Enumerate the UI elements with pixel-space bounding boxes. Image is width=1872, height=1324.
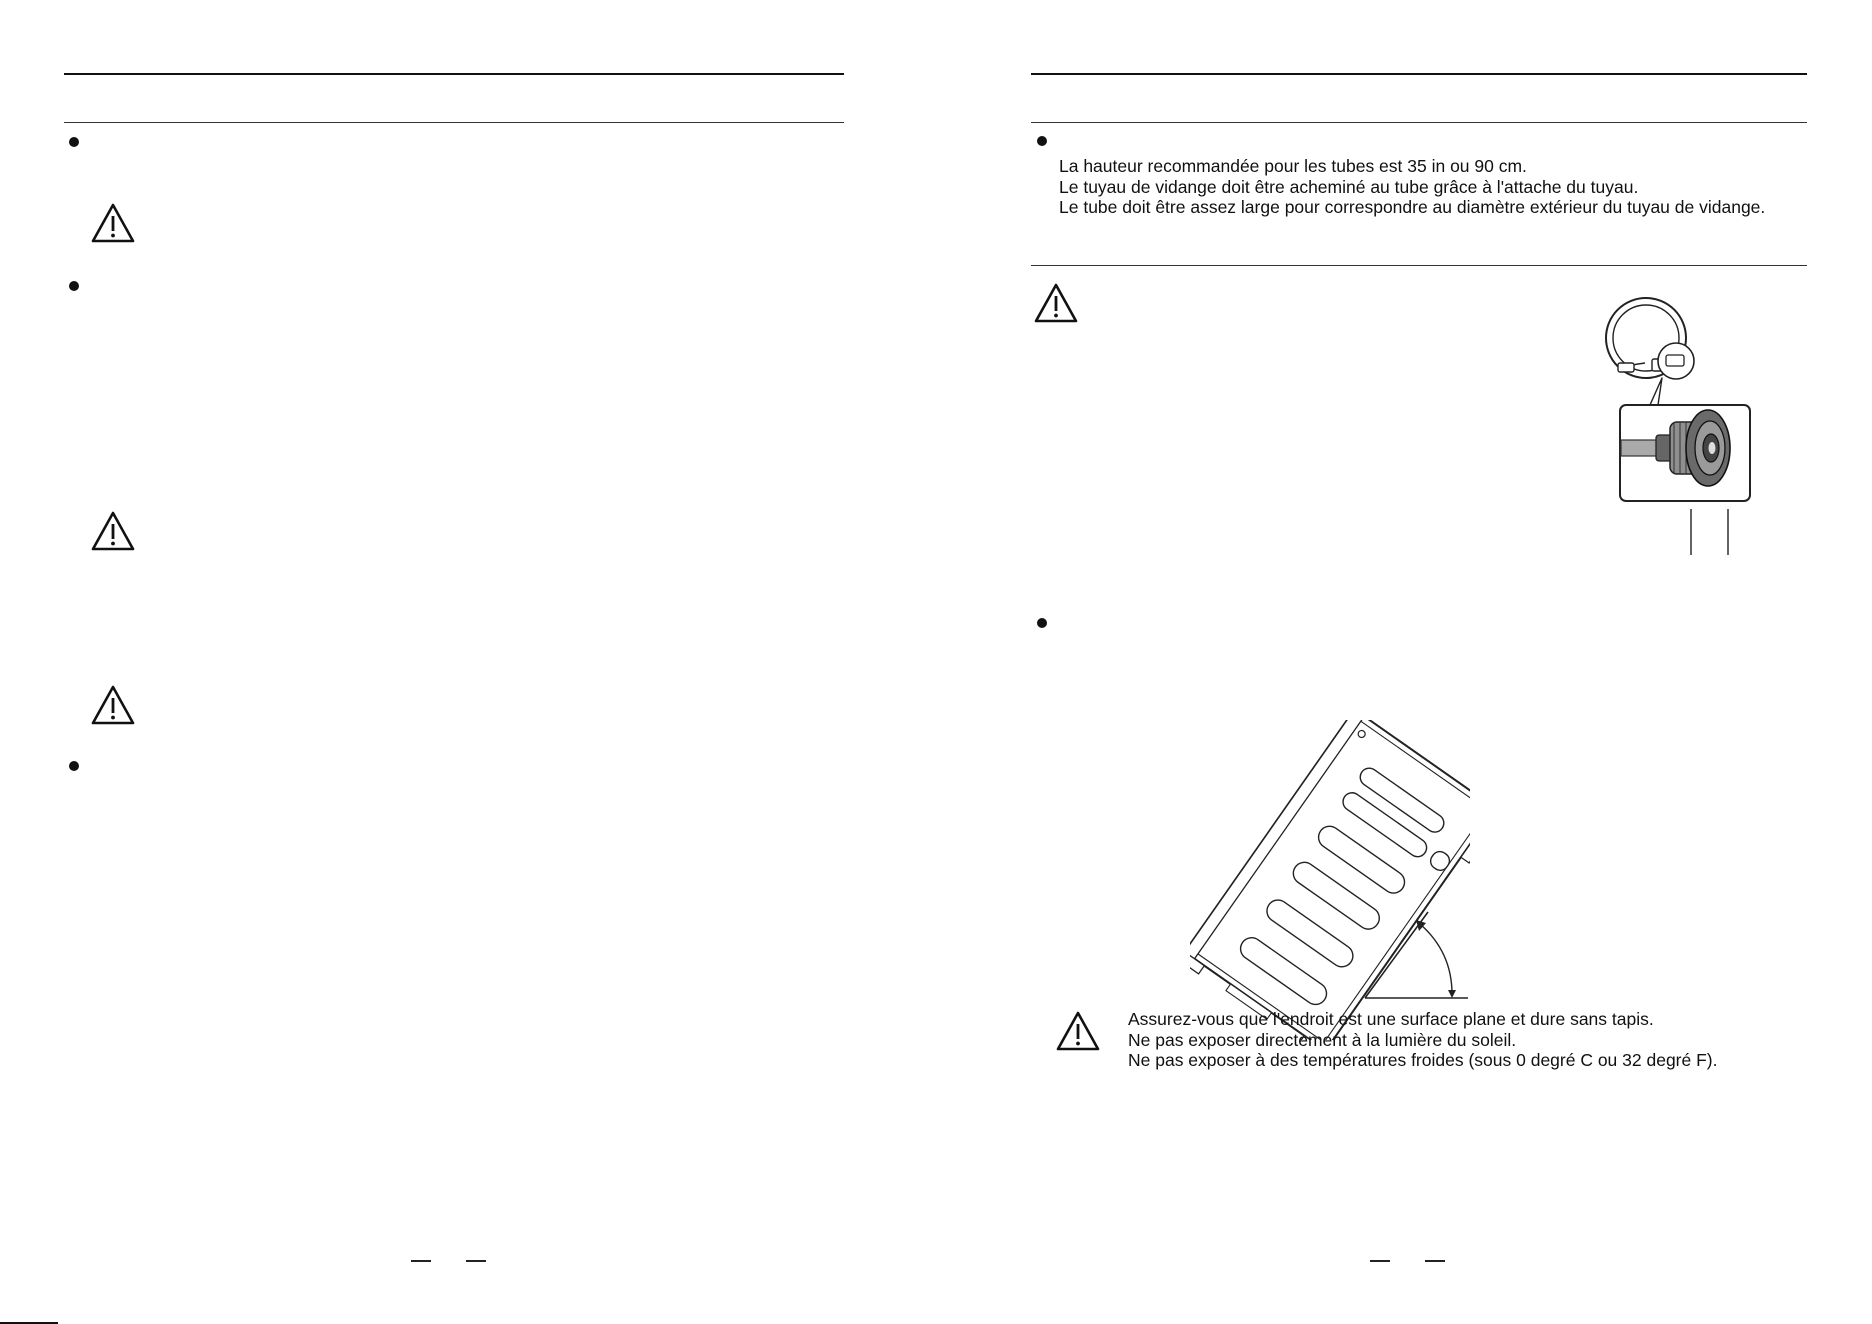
right-section-rule xyxy=(1031,122,1807,123)
drain-line: Le tube doit être assez large pour correspondre au diamètre extérieur du tuyau de vidange. xyxy=(1059,197,1766,217)
warning-triangle-icon xyxy=(1055,1010,1101,1052)
page-number-dash xyxy=(1370,1260,1390,1262)
left-header-rule xyxy=(64,73,844,75)
page-number-dash xyxy=(466,1260,486,1262)
warning-triangle-icon xyxy=(1033,282,1079,324)
location-line: Ne pas exposer à des températures froides (sous 0 degré C ou 32 degré F). xyxy=(1128,1050,1718,1070)
bullet-dot-icon xyxy=(69,137,79,147)
left-section-rule xyxy=(64,122,844,123)
right-header-rule xyxy=(1031,73,1807,75)
drain-line: La hauteur recommandée pour les tubes est 35 in ou 90 cm. xyxy=(1059,156,1527,176)
location-warnings xyxy=(1128,1009,1717,1071)
location-line: Assurez-vous que l'endroit est une surface plane et dure sans tapis. xyxy=(1128,1009,1654,1029)
page-number-dash xyxy=(411,1260,431,1262)
right-section-rule xyxy=(1031,265,1807,266)
drain-instructions xyxy=(1059,156,1765,218)
bullet-dot-icon xyxy=(69,281,79,291)
bullet-dot-icon xyxy=(1037,618,1047,628)
inlet-hose-illustration xyxy=(1600,295,1760,555)
drain-line: Le tuyau de vidange doit être acheminé au tube grâce à l'attache du tuyau. xyxy=(1059,176,1639,197)
warning-triangle-icon xyxy=(90,684,136,726)
tilted-washer-illustration xyxy=(1190,720,1470,1040)
bullet-dot-icon xyxy=(69,761,79,771)
bullet-dot-icon xyxy=(1037,136,1047,146)
warning-triangle-icon xyxy=(90,202,136,244)
location-line: Ne pas exposer directement à la lumière du soleil. xyxy=(1128,1029,1517,1050)
page-number-dash xyxy=(1425,1260,1445,1262)
warning-triangle-icon xyxy=(90,510,136,552)
